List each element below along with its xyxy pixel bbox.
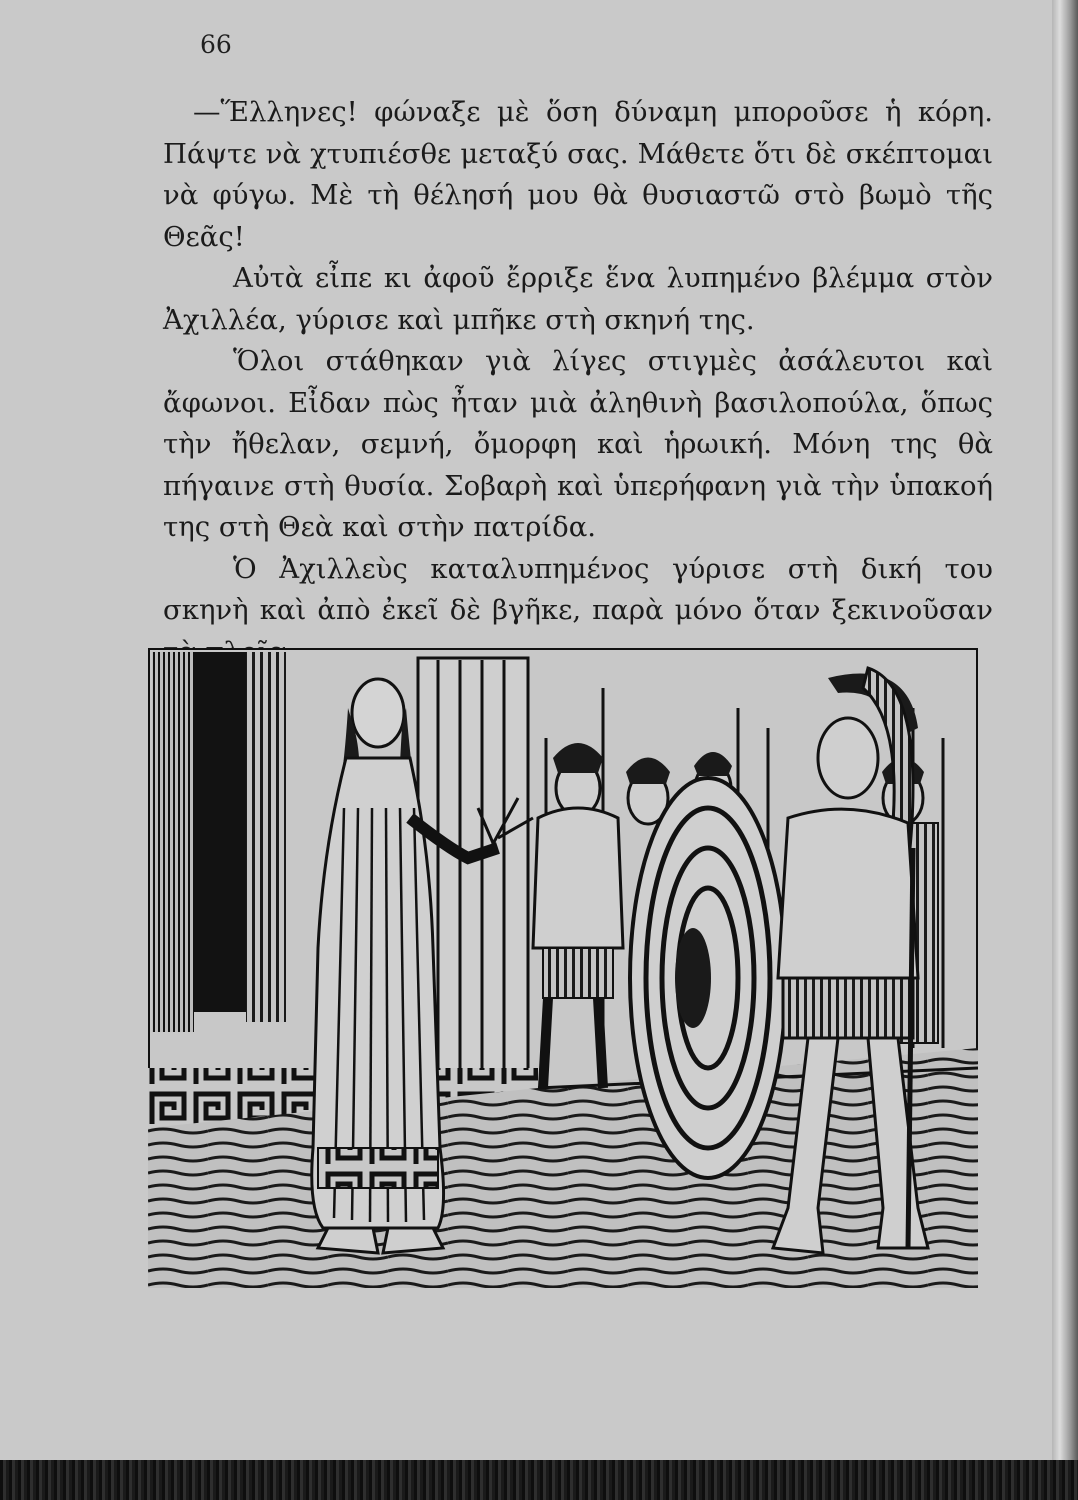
paragraph-3: Ὅλοι στάθηκαν γιὰ λίγες στιγμὲς ἀσάλευτοι καὶ ἄφωνοι. Εἶδαν πὼς ἦταν μιὰ ἀληθινὴ βασιλοπούλα, ὅπως τὴν ἤθελαν, σεμνή, ὄμορφη καὶ ἡρωική. Μόνη της θὰ πήγαινε στὴ θυσία. Σοβαρὴ καὶ ὑπερήφανη γιὰ τὴν ὑπακοή της στὴ Θεὰ καὶ στὴν πατρίδα. bbox=[163, 345, 993, 543]
woodcut-illustration bbox=[148, 648, 978, 1288]
scanner-edge-strip bbox=[0, 1460, 1078, 1500]
body-text bbox=[163, 92, 993, 673]
page-number: 66 bbox=[200, 30, 232, 59]
paragraph-2: Αὐτὰ εἶπε κι ἀφοῦ ἔρριξε ἕνα λυπημένο βλέμμα στὸν Ἀχιλλέα, γύρισε καὶ μπῆκε στὴ σκηνή της. bbox=[163, 262, 993, 336]
woodcut-scene bbox=[148, 648, 978, 1288]
paragraph-4: Ὁ Ἀχιλλεὺς καταλυπημένος γύρισε στὴ δική του σκηνὴ καὶ ἀπὸ ἐκεῖ δὲ βγῆκε, παρὰ μόνο ὅταν ξεκινοῦσαν bbox=[163, 552, 993, 626]
temple-wall bbox=[152, 652, 194, 1032]
dark-doorway bbox=[194, 652, 246, 1012]
book-binding-edge bbox=[1052, 0, 1078, 1500]
round-shield bbox=[630, 778, 786, 1178]
paragraph-1: —Ἕλληνες! φώναξε μὲ ὅση δύναμη μποροῦσε ἡ κόρη. Πάψτε νὰ χτυπιέσθε μεταξύ σας. Μάθετε ὅτι δὲ σκέπτομαι νὰ φύγω. Μὲ τὴ θέλησή μου θὰ θυσιαστῶ στὸ βωμὸ τῆς Θεᾶς! bbox=[163, 96, 993, 253]
